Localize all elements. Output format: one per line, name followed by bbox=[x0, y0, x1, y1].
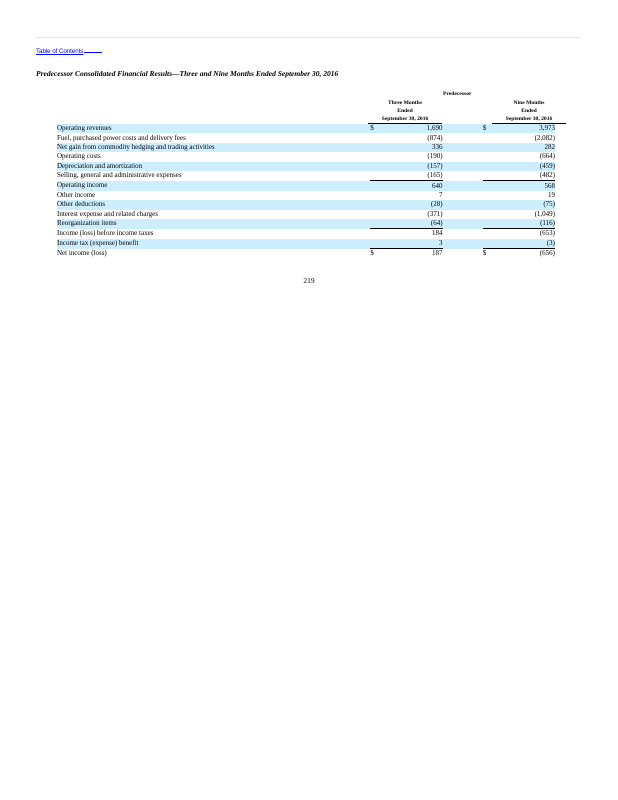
three-month-value: 184 bbox=[432, 229, 443, 238]
table-row bbox=[57, 133, 555, 142]
three-month-value: 187 bbox=[432, 249, 443, 258]
row-label: Net gain from commodity hedging and trading activities bbox=[57, 143, 370, 152]
nine-month-value: 3,973 bbox=[495, 124, 555, 133]
column-header-line: September 30, 2016 bbox=[368, 116, 442, 125]
nine-month-value: (459) bbox=[495, 162, 555, 171]
table-of-contents-link[interactable]: Table of Contents bbox=[36, 48, 102, 55]
nine-month-value: (2,082) bbox=[534, 133, 555, 142]
nine-month-value: (3) bbox=[495, 239, 555, 249]
header-divider bbox=[36, 37, 580, 38]
row-label: Operating costs bbox=[57, 152, 101, 161]
three-month-value: 640 bbox=[382, 181, 442, 191]
section-title: Predecessor Consolidated Financial Results—Three and Nine Months Ended September 30, 2016 bbox=[36, 69, 339, 78]
table-row bbox=[57, 181, 555, 191]
nine-month-value: (656) bbox=[539, 249, 555, 258]
nine-month-value: (1,049) bbox=[534, 209, 555, 218]
row-label: Income tax (expense) benefit bbox=[57, 239, 370, 249]
nine-month-value: (116) bbox=[495, 219, 555, 229]
three-month-value: 7 bbox=[439, 190, 443, 199]
three-month-value: 1,690 bbox=[382, 124, 442, 133]
three-month-value: (157) bbox=[382, 162, 442, 171]
nine-month-value: (653) bbox=[539, 229, 555, 238]
column-header-three-months bbox=[368, 100, 442, 124]
row-label: Other deductions bbox=[57, 200, 370, 209]
column-header-line: Ended bbox=[521, 107, 537, 114]
table-row bbox=[57, 210, 555, 219]
table-row bbox=[57, 219, 555, 229]
three-month-value: (28) bbox=[382, 200, 442, 209]
column-header-line: Three Months bbox=[388, 100, 422, 106]
row-label: Other income bbox=[57, 190, 96, 199]
three-month-value: 3 bbox=[382, 239, 442, 249]
three-month-value: (874) bbox=[427, 133, 443, 142]
row-label: Net income (loss) bbox=[57, 249, 107, 258]
table-row bbox=[57, 152, 555, 161]
nine-month-value: 568 bbox=[495, 181, 555, 191]
table-row bbox=[57, 229, 555, 239]
table-row bbox=[57, 239, 555, 249]
three-month-value: (165) bbox=[382, 171, 442, 181]
financial-results-table bbox=[57, 124, 555, 258]
column-header-line: Nine Months bbox=[513, 100, 545, 106]
predecessor-label: Predecessor bbox=[443, 91, 472, 97]
nine-month-value: (482) bbox=[495, 171, 555, 181]
table-row bbox=[57, 124, 555, 133]
three-month-value: (64) bbox=[382, 219, 442, 229]
three-month-value: (190) bbox=[427, 152, 443, 161]
column-header-line: Ended bbox=[397, 107, 413, 114]
table-row bbox=[57, 171, 555, 181]
table-row bbox=[57, 162, 555, 171]
table-row bbox=[57, 191, 555, 200]
row-label: Operating income bbox=[57, 181, 370, 191]
nine-month-value: (664) bbox=[539, 152, 555, 161]
table-row bbox=[57, 249, 555, 259]
row-label: Selling, general and administrative expenses bbox=[57, 171, 182, 180]
row-label: Income (loss) before income taxes bbox=[57, 229, 154, 238]
column-header-line: September 30, 2016 bbox=[492, 116, 566, 125]
currency-symbol: $ bbox=[483, 124, 495, 133]
row-label: Depreciation and amortization bbox=[57, 162, 370, 171]
currency-symbol: $ bbox=[482, 249, 487, 258]
nine-month-value: 282 bbox=[495, 143, 555, 152]
row-label: Fuel, purchased power costs and delivery fees bbox=[57, 133, 186, 142]
three-month-value: (371) bbox=[427, 209, 443, 218]
row-label: Operating revenues bbox=[57, 124, 370, 133]
column-header-nine-months bbox=[492, 100, 566, 124]
table-row bbox=[57, 200, 555, 209]
currency-symbol: $ bbox=[370, 249, 374, 258]
three-month-value: 336 bbox=[382, 143, 442, 152]
row-label: Reorganization items bbox=[57, 219, 370, 229]
page-number: 219 bbox=[303, 276, 315, 285]
row-label: Interest expense and related charges bbox=[57, 209, 158, 218]
nine-month-value: 19 bbox=[548, 190, 555, 199]
currency-symbol: $ bbox=[370, 124, 382, 133]
table-row bbox=[57, 143, 555, 152]
nine-month-value: (75) bbox=[495, 200, 555, 209]
